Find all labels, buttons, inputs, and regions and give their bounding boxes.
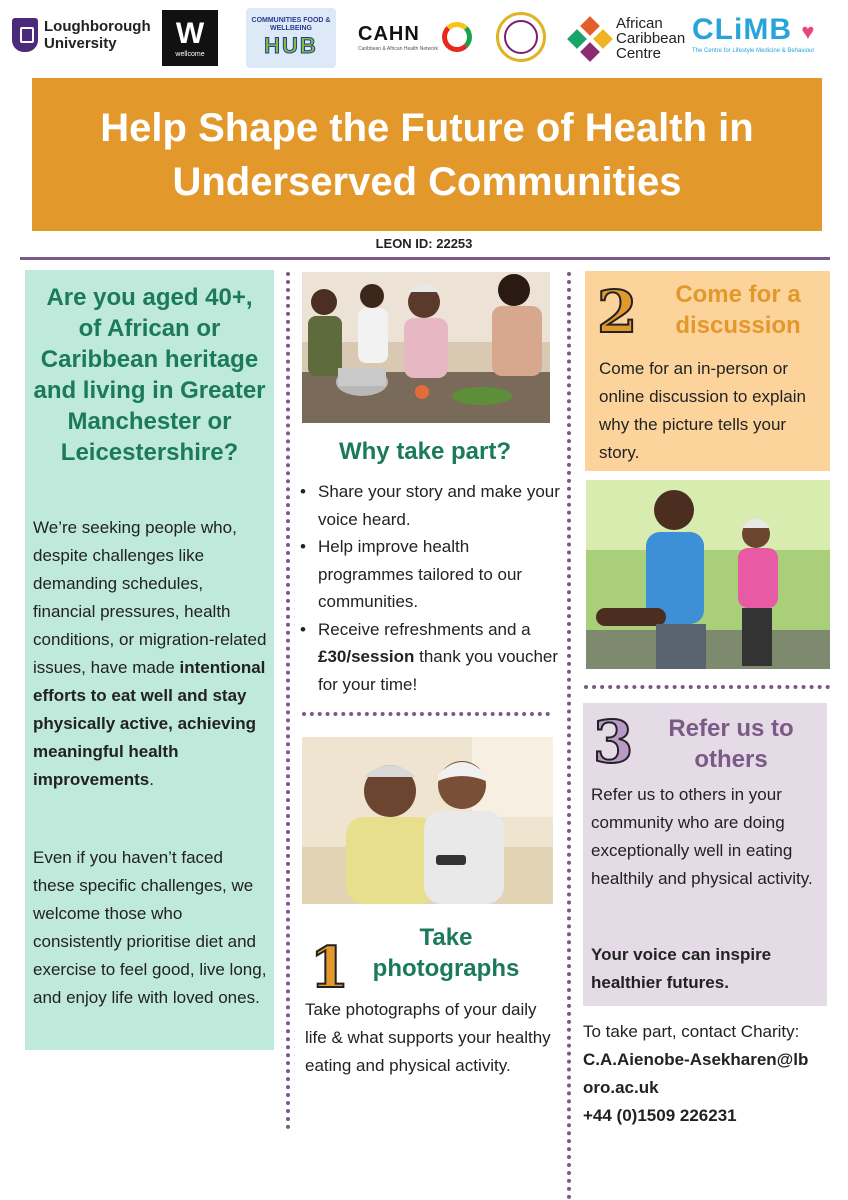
climb-logo bbox=[692, 14, 815, 54]
step-1-text: Take photographs of your daily life & what supports your healthy eating and physical activity. bbox=[305, 1000, 551, 1075]
step-3-panel bbox=[583, 703, 827, 1006]
loughborough-logo bbox=[12, 18, 151, 52]
leon-id: LEON ID: 22253 bbox=[375, 236, 473, 251]
right-divider bbox=[584, 685, 830, 689]
university-crest-icon bbox=[12, 18, 38, 52]
acc-mark-icon bbox=[570, 19, 610, 59]
benefit-item: • Share your story and make your voice heard. bbox=[298, 478, 560, 533]
benefits-list bbox=[298, 478, 560, 698]
seeking-text: We’re seeking people who, despite challenges like demanding schedules, financial pressures, health conditions, or migration-related issues, have made bbox=[33, 518, 267, 677]
logo-text-line: Loughborough bbox=[44, 18, 151, 35]
step-3-number: 3 bbox=[593, 708, 634, 776]
seeking-end: . bbox=[149, 770, 154, 789]
contact-phone[interactable]: +44 (0)1509 226231 bbox=[583, 1106, 737, 1125]
eligibility-panel bbox=[25, 270, 274, 1050]
inspire-text: Your voice can inspire healthier futures. bbox=[591, 945, 772, 992]
hub-main-text: HUB bbox=[264, 33, 318, 58]
seal-icon bbox=[504, 20, 538, 54]
benefit-item: • Help improve health programmes tailored to our communities. bbox=[298, 533, 560, 616]
page-title: Help Shape the Future of Health in Underserved Communities bbox=[100, 105, 754, 204]
acc-text-line: Caribbean bbox=[616, 30, 686, 47]
seeking-bold: intentional efforts to eat well and stay physically active, achieving meaningful health improvements bbox=[33, 658, 266, 789]
benefit-text: Receive refreshments and a bbox=[318, 619, 531, 639]
step-3-title: Refer us to others bbox=[668, 715, 794, 773]
seal-logo bbox=[496, 12, 546, 62]
cahn-ring-icon bbox=[442, 22, 472, 52]
acc-text-line: African bbox=[616, 15, 663, 32]
eligibility-heading: Are you aged 40+, of African or Caribbean heritage and living in Greater Manchester or Leicestershire? bbox=[33, 284, 266, 466]
step-1-title: Take photographs bbox=[372, 924, 520, 982]
climb-name: CLiMB bbox=[692, 13, 792, 46]
column-divider-right bbox=[567, 272, 571, 1200]
why-take-part-heading: Why take part? bbox=[338, 438, 512, 465]
logo-text-line: University bbox=[44, 35, 117, 52]
cahn-logo bbox=[358, 22, 472, 52]
welcome-paragraph: Even if you haven’t faced these specific challenges, we welcome those who consistently prioritise diet and exercise to feel good, live long, and enjoy life with loved ones. bbox=[33, 848, 267, 1007]
hub-top-text: COMMUNITIES FOOD & WELLBEING bbox=[251, 17, 331, 32]
contact-block bbox=[583, 1018, 813, 1130]
step-1-number: 1 bbox=[310, 935, 349, 1001]
hub-logo bbox=[246, 8, 336, 68]
step-2-panel bbox=[585, 271, 830, 471]
climb-sub: The Centre for Lifestyle Medicine & Behaviour bbox=[692, 48, 815, 54]
benefit-item-voucher bbox=[298, 616, 560, 699]
wellcome-logo-icon: W bbox=[175, 16, 205, 50]
wellcome-name: wellcome bbox=[175, 50, 205, 58]
column-divider-left bbox=[286, 272, 290, 1130]
wellcome-logo bbox=[162, 10, 218, 66]
title-banner bbox=[32, 78, 822, 231]
seeking-paragraph bbox=[33, 514, 268, 794]
acc-text-line: Centre bbox=[616, 45, 662, 62]
step-2-title: Come for a discussion bbox=[675, 281, 801, 339]
header-divider bbox=[20, 257, 830, 260]
contact-intro: To take part, contact Charity: bbox=[583, 1022, 800, 1041]
benefit-text-end: thank you voucher for your time! bbox=[318, 647, 559, 694]
voucher-amount: £30/session bbox=[318, 647, 415, 666]
exercise-couple-photo bbox=[586, 480, 830, 669]
climb-heart-icon: ♥ bbox=[801, 19, 816, 44]
middle-divider bbox=[302, 712, 550, 716]
step-2-number: 2 bbox=[597, 278, 638, 346]
cahn-sub: Caribbean & African Health Network bbox=[358, 45, 439, 52]
cahn-name: CAHN bbox=[358, 22, 420, 45]
cooking-family-photo bbox=[302, 272, 550, 423]
acc-logo bbox=[570, 16, 685, 61]
couple-sofa-photo bbox=[302, 737, 553, 904]
step-3-text: Refer us to others in your community who are doing exceptionally well in eating healthily and physical activity. bbox=[591, 785, 813, 888]
contact-email[interactable]: C.A.Aienobe-Asekharen@lboro.ac.uk bbox=[583, 1050, 809, 1097]
step-2-text: Come for an in-person or online discussion to explain why the picture tells your story. bbox=[599, 359, 806, 462]
